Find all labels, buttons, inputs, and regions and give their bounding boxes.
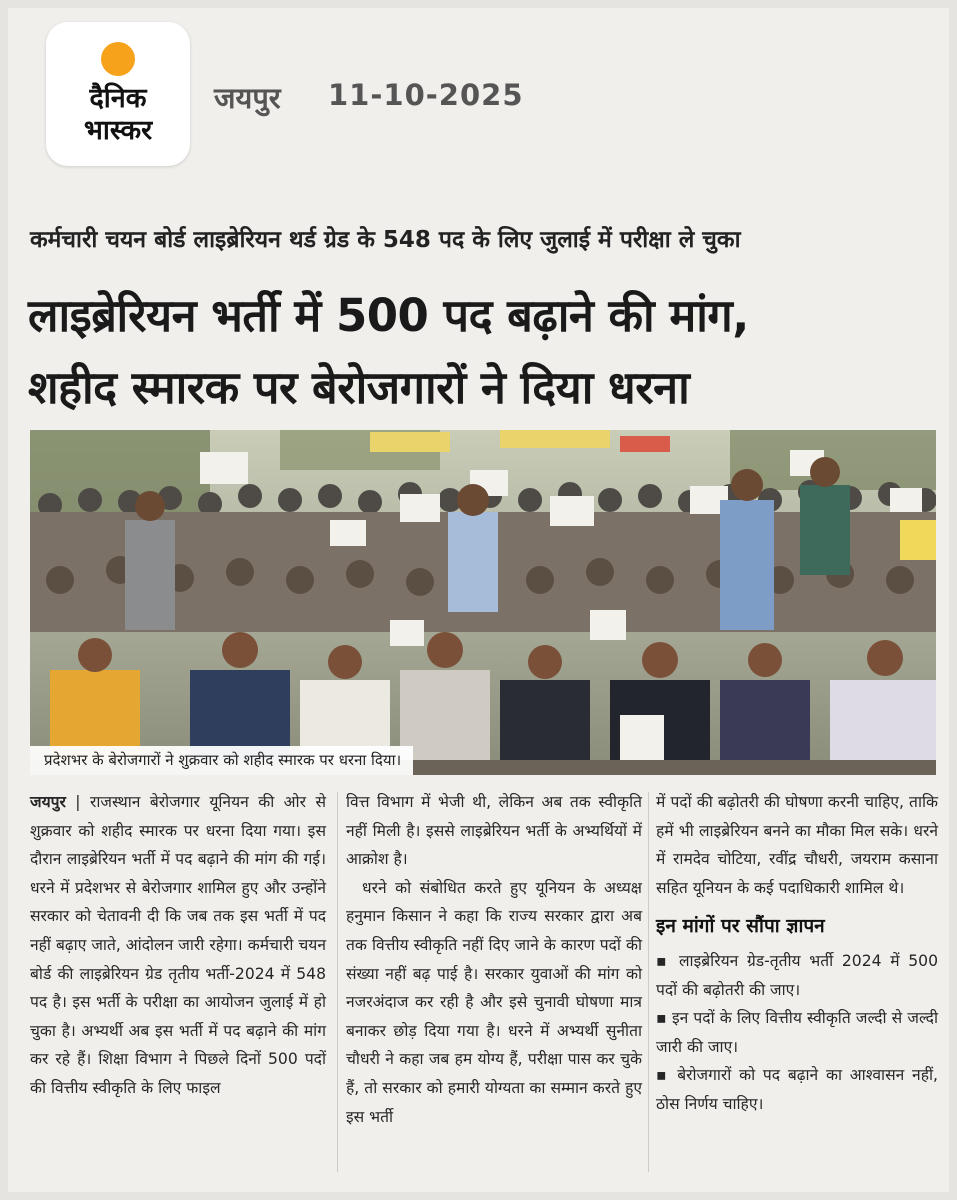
demand-item: ▪ इन पदों के लिए वित्तीय स्वीकृति जल्दी से जल्दी जारी की जाए। [656,1009,938,1056]
protest-photo [30,430,936,775]
article-body-col2-para2: धरने को संबोधित करते हुए यूनियन के अध्यक्ष हनुमान किसान ने कहा कि राज्य सरकार द्वारा अब तक वित्तीय स्वीकृति नहीं दिए जाने के कारण पदों की संख्या नहीं बढ़ पाई है। सरकार युवाओं की मांग को नजरअंदाज कर रही है और इसे चुनावी घोषणा मात्र बनाकर छोड़ दिया गया है। धरने में अभ्यर्थी सुनीता चौधरी ने कहा जब हम योग्य हैं, परीक्षा पास कर चुके हैं, तो सरकार को हमारी योग्यता का सम्मान करते हुए इस भर्ती [346,878,642,1126]
article-column-2 [346,788,642,1131]
article-body-col3: में पदों की बढ़ोतरी की घोषणा करनी चाहिए, ताकि हमें भी लाइब्रेरियन बनने का मौका मिल सके। धरने में रामदेव चोटिया, रवींद्र चौधरी, जयराम कसाना सहित यूनियन के कई पदाधिकारी शामिल थे। [656,793,938,897]
kicker-headline: कर्मचारी चयन बोर्ड लाइब्रेरियन थर्ड ग्रेड के 548 पद के लिए जुलाई में परीक्षा ले चुका [30,227,741,253]
column-divider [648,792,649,1172]
article-column-3 [656,788,938,1119]
logo-line-1: दैनिक [89,83,147,114]
dainik-bhaskar-logo [46,22,190,166]
edition-city: जयपुर [214,81,281,115]
article-column-1 [30,788,326,1103]
article-body-col2-para1: वित्त विभाग में भेजी थी, लेकिन अब तक स्वीकृति नहीं मिली है। इससे लाइब्रेरियन भर्ती के अभ्यर्थियों में आक्रोश है। [346,793,642,869]
article-dateline: जयपुर [30,793,66,811]
column-divider [337,792,338,1172]
edition-date: 11-10-2025 [328,78,524,112]
demands-subheading: इन मांगों पर सौंपा ज्ञापन [656,915,825,938]
main-headline-line-2: शहीद स्मारक पर बेरोजगारों ने दिया धरना [28,361,690,414]
demand-item: ▪ लाइब्रेरियन ग्रेड-तृतीय भर्ती 2024 में 500 पदों की बढ़ोतरी की जाए। [656,951,938,999]
article-body-col1: | राजस्थान बेरोजगार यूनियन की ओर से शुक्रवार को शहीद स्मारक पर धरना दिया गया। इस दौरान लाइब्रेरियन भर्ती में पद बढ़ाने की मांग की गई। धरने में प्रदेशभर से बेरोजगार शामिल हुए और उन्होंने सरकार को चेतावनी दी कि जब तक इस भर्ती में पद नहीं बढ़ाए जाते, आंदोलन जारी रहेगा। कर्मचारी चयन बोर्ड की लाइब्रेरियन ग्रेड तृतीय भर्ती-2024 में 548 पद है। इस भर्ती के परीक्षा का आयोजन जुलाई में हो चुका है। अभ्यर्थी अब इस भर्ती में पद बढ़ाने की मांग कर रहे हैं। शिक्षा विभाग ने पिछले दिनों 500 पदों की वित्तीय स्वीकृति के लिए फाइल [30,793,326,1097]
crowd-illustration [30,430,936,775]
logo-line-2: भास्कर [83,115,153,146]
sun-icon [101,42,135,76]
photo-caption: प्रदेशभर के बेरोजगारों ने शुक्रवार को शहीद स्मारक पर धरना दिया। [30,746,413,775]
demand-item: ▪ बेरोजगारों को पद बढ़ाने का आश्वासन नहीं, ठोस निर्णय चाहिए। [656,1066,938,1113]
main-headline-line-1: लाइब्रेरियन भर्ती में 500 पद बढ़ाने की मांग, [28,289,749,342]
